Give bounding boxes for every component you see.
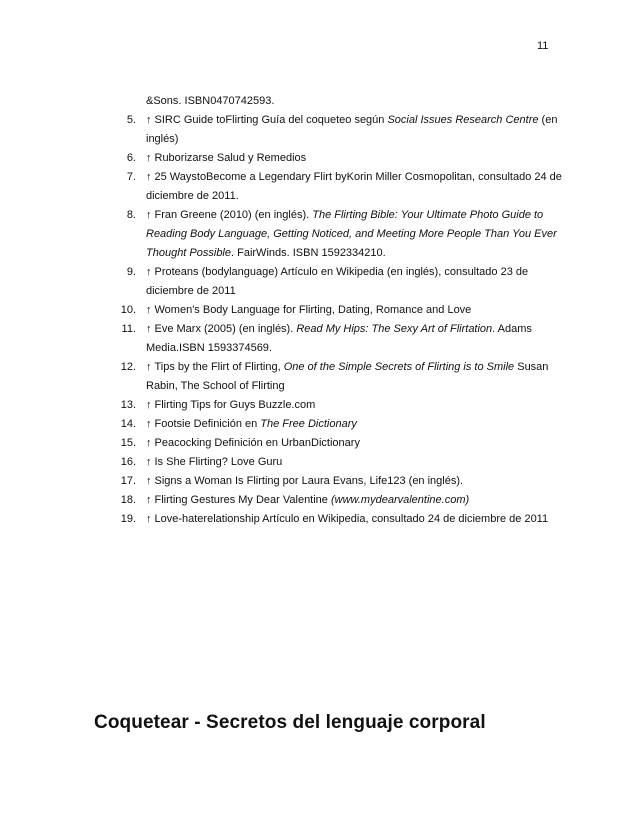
reference-item (110, 206, 565, 263)
reference-list (110, 92, 565, 529)
reference-text: Footsie Definición en (154, 418, 261, 430)
reference-text: Eve Marx (2005) (en inglés). (154, 323, 297, 335)
up-arrow-icon[interactable]: ↑ (146, 209, 152, 221)
up-arrow-icon[interactable]: ↑ (146, 513, 152, 525)
reference-item (110, 472, 565, 491)
reference-text: Flirting Tips for Guys Buzzle.com (154, 399, 316, 411)
reference-number: 10. (120, 304, 136, 316)
reference-title-italic: (www.mydearvalentine.com) (330, 494, 470, 506)
reference-text: Ruborizarse Salud y Remedios (154, 152, 307, 164)
reference-item (110, 263, 565, 301)
reference-number: 13. (120, 399, 136, 411)
reference-number: 12. (120, 361, 136, 373)
up-arrow-icon[interactable]: ↑ (146, 171, 152, 183)
up-arrow-icon[interactable]: ↑ (146, 304, 152, 316)
reference-item (110, 149, 565, 168)
reference-text: . Adams Media.ISBN 1593374569. (146, 323, 532, 354)
reference-number: 7. (126, 171, 136, 183)
reference-number: 17. (120, 475, 136, 487)
reference-text: Women's Body Language for Flirting, Dating, Romance and Love (154, 304, 472, 316)
reference-number: 19. (120, 513, 136, 525)
reference-text: Flirting Gestures My Dear Valentine (154, 494, 331, 506)
reference-text: 25 WaystoBecome a Legendary Flirt byKorin Miller Cosmopolitan, consultado 24 de diciembre de 2011. (146, 171, 562, 202)
reference-text: Susan Rabin, The School of Flirting (146, 361, 549, 392)
reference-title-italic: Social Issues Research Centre (387, 114, 539, 126)
up-arrow-icon[interactable]: ↑ (146, 399, 152, 411)
reference-title-italic: Read My Hips: The Sexy Art of Flirtation (296, 323, 493, 335)
reference-text: SIRC Guide toFlirting Guía del coqueteo según (154, 114, 388, 126)
reference-text: Is She Flirting? Love Guru (154, 456, 283, 468)
up-arrow-icon[interactable]: ↑ (146, 475, 152, 487)
reference-item (110, 301, 565, 320)
up-arrow-icon[interactable]: ↑ (146, 494, 152, 506)
reference-item (110, 491, 565, 510)
up-arrow-icon[interactable]: ↑ (146, 418, 152, 430)
reference-item (110, 168, 565, 206)
up-arrow-icon[interactable]: ↑ (146, 361, 152, 373)
up-arrow-icon[interactable]: ↑ (146, 266, 152, 278)
reference-number: 9. (126, 266, 136, 278)
reference-text: . FairWinds. ISBN 1592334210. (231, 247, 386, 259)
reference-item (110, 320, 565, 358)
reference-number: 6. (126, 152, 136, 164)
reference-continuation: &Sons. ISBN0470742593. (146, 95, 275, 107)
reference-text: Signs a Woman Is Flirting por Laura Evans, Life123 (en inglés). (154, 475, 464, 487)
footer-title: Coquetear - Secretos del lenguaje corporal (94, 712, 486, 733)
reference-item (110, 453, 565, 472)
reference-number: 18. (120, 494, 136, 506)
reference-number: 5. (126, 114, 136, 126)
reference-item (110, 434, 565, 453)
reference-item (110, 111, 565, 149)
reference-text: Tips by the Flirt of Flirting, (154, 361, 284, 373)
reference-text: Fran Greene (2010) (en inglés). (154, 209, 313, 221)
reference-item (110, 415, 565, 434)
up-arrow-icon[interactable]: ↑ (146, 114, 152, 126)
reference-text: Love-haterelationship Artículo en Wikipedia, consultado 24 de diciembre de 2011 (154, 513, 549, 525)
reference-text: Peacocking Definición en UrbanDictionary (154, 437, 360, 449)
reference-number: 8. (126, 209, 136, 221)
reference-item (110, 396, 565, 415)
up-arrow-icon[interactable]: ↑ (146, 437, 152, 449)
up-arrow-icon[interactable]: ↑ (146, 323, 152, 335)
reference-text: Proteans (bodylanguage) Artículo en Wikipedia (en inglés), consultado 23 de diciembre de 2011 (146, 266, 529, 297)
up-arrow-icon[interactable]: ↑ (146, 152, 152, 164)
reference-title-italic: The Free Dictionary (260, 418, 357, 430)
reference-title-italic: One of the Simple Secrets of Flirting is to Smile (283, 361, 515, 373)
reference-number: 14. (120, 418, 136, 430)
page-number: 11 (537, 40, 549, 52)
reference-text: (en inglés) (146, 114, 558, 145)
reference-title-italic: The Flirting Bible: Your Ultimate Photo Guide to Reading Body Language, Getting Noticed, and Meeting More People Than You Ever Thought Possible (146, 209, 557, 259)
reference-number: 11. (121, 323, 136, 335)
reference-item (110, 510, 565, 529)
reference-number: 16. (120, 456, 136, 468)
reference-item (110, 358, 565, 396)
reference-number: 15. (120, 437, 136, 449)
up-arrow-icon[interactable]: ↑ (146, 456, 152, 468)
